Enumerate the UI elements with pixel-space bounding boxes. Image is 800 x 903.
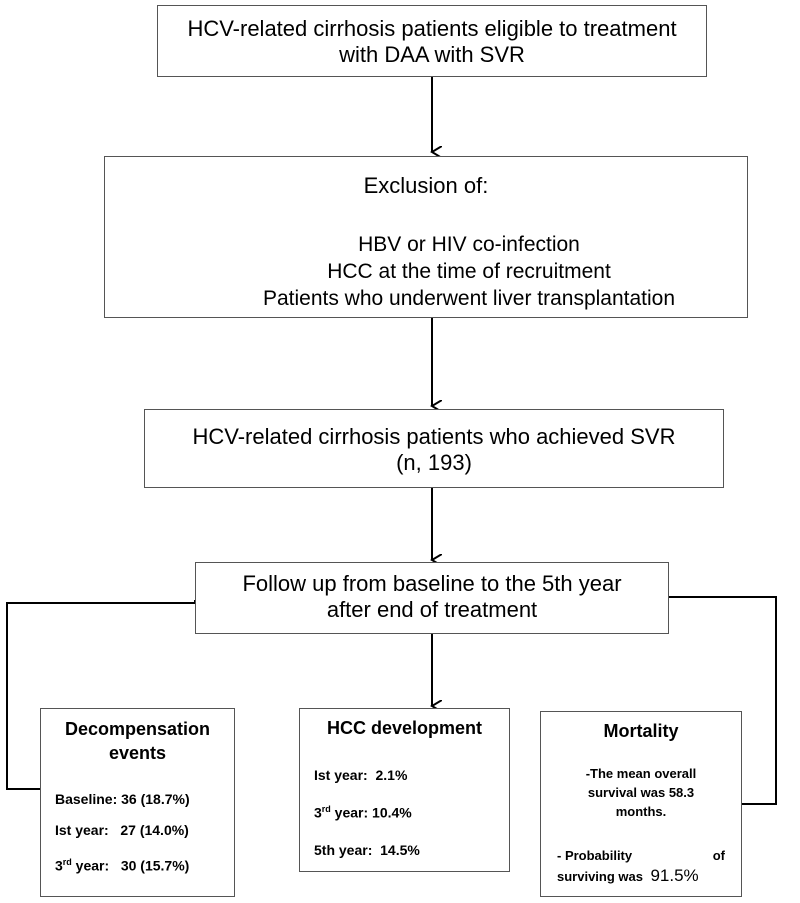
mortality-survival-text: -The mean overall survival was 58.3 months.: [585, 766, 697, 819]
follow-up-box: [195, 562, 669, 634]
eligible-line-2: with DAA with SVR: [339, 42, 525, 67]
svr-patients-box: [144, 409, 724, 488]
follow-up-line-1: Follow up from baseline to the 5th year: [242, 571, 622, 596]
decompensation-row: Baseline: 36 (18.7%): [55, 791, 190, 807]
eligible-line-1: HCV-related cirrhosis patients eligible to treatment: [187, 16, 677, 41]
mortality-title: Mortality: [603, 721, 679, 741]
eligible-patients-box: [157, 5, 707, 77]
exclusion-item: HCC at the time of recruitment: [327, 260, 611, 283]
svr-line-1: HCV-related cirrhosis patients who achieved SVR: [192, 424, 676, 449]
decompensation-box: [40, 708, 235, 897]
decompensation-title-2: events: [108, 743, 167, 763]
svr-line-2: (n, 193): [396, 450, 472, 475]
exclusion-list: [229, 231, 709, 312]
exclusion-item: HBV or HIV co-infection: [358, 233, 580, 256]
hcc-development-box: [299, 708, 510, 872]
decompensation-row: 3rd year: 30 (15.7%): [55, 857, 190, 874]
mortality-probability-line-2: surviving was 91.5%: [557, 866, 699, 885]
exclusion-item: Patients who underwent liver transplantation: [262, 287, 676, 310]
follow-up-line-2: after end of treatment: [326, 597, 538, 622]
hcc-row: 5th year: 14.5%: [314, 842, 420, 858]
mortality-box: [540, 711, 742, 897]
hcc-row: 3rd year: 10.4%: [314, 804, 412, 821]
hcc-title: HCC development: [326, 718, 483, 738]
hcc-row: Ist year: 2.1%: [314, 767, 408, 783]
decompensation-title-1: Decompensation: [64, 719, 211, 739]
exclusion-box: [104, 156, 748, 318]
exclusion-title: Exclusion of:: [363, 173, 489, 198]
decompensation-title: [41, 717, 234, 765]
decompensation-row: Ist year: 27 (14.0%): [55, 822, 189, 838]
mortality-probability-line-1: - Probability of: [557, 848, 725, 863]
